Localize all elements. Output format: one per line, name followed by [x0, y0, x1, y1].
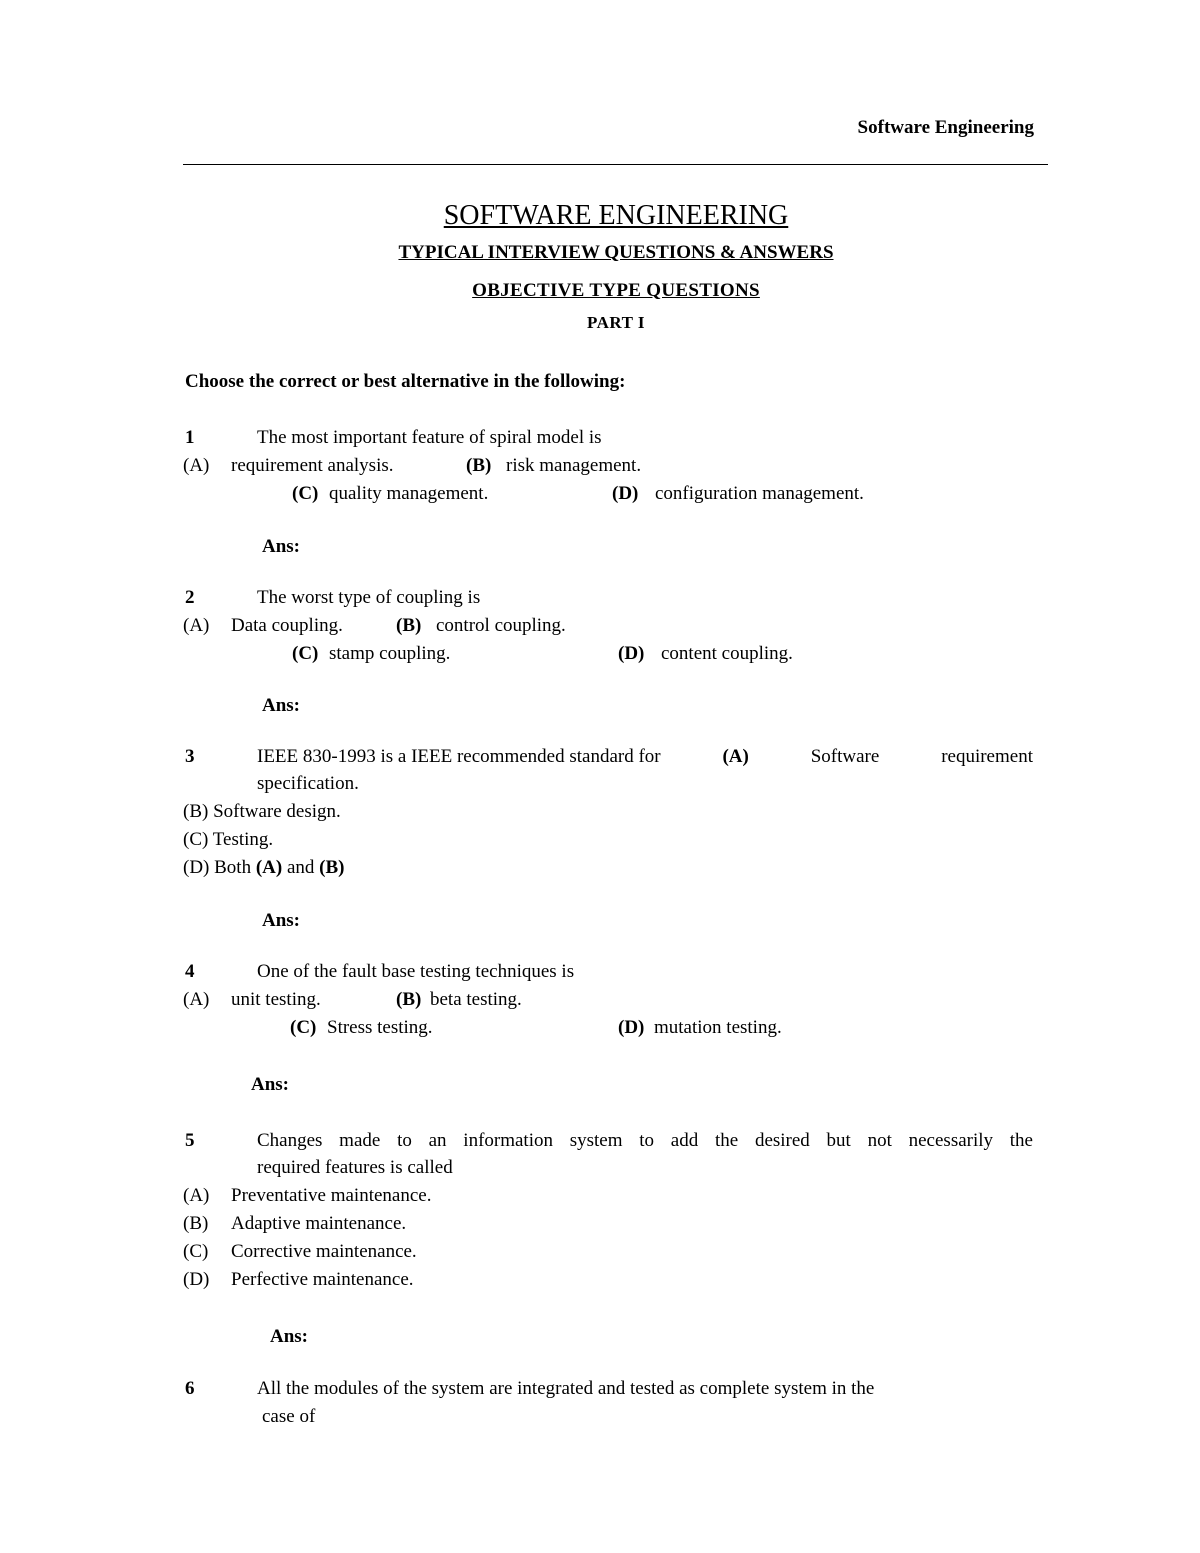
q3-option-b: (B) Software design.	[183, 801, 341, 822]
q5-option-c-label: (C)	[183, 1241, 209, 1262]
q3-option-d-prefix: (D) Both	[183, 857, 252, 878]
q2-option-d: content coupling.	[661, 643, 793, 664]
q5-option-a: Preventative maintenance.	[231, 1185, 432, 1206]
q1-option-d-label: (D)	[612, 483, 639, 504]
q1-option-c: quality management.	[329, 483, 489, 504]
q4-option-c: Stress testing.	[327, 1017, 433, 1038]
q5-text-line1: Changes made to an information system to add the desired but not necessarily the	[257, 1130, 1033, 1151]
q2-answer-label: Ans:	[262, 695, 301, 716]
q4-option-b-label: (B)	[396, 989, 422, 1010]
q4-option-a-label: (A)	[183, 989, 210, 1010]
q4-option-b: beta testing.	[430, 989, 522, 1010]
q2-option-b-label: (B)	[396, 615, 422, 636]
q3-option-a-word2: requirement	[941, 746, 1033, 767]
q1-answer-label: Ans:	[262, 536, 301, 557]
q3-text-line1	[257, 745, 1033, 769]
q1-option-b-label: (B)	[466, 455, 492, 476]
q6-text-line2: case of	[262, 1406, 316, 1427]
document-subtitle: TYPICAL INTERVIEW QUESTIONS & ANSWERS	[398, 242, 834, 263]
q5-number: 5	[185, 1130, 195, 1151]
q3-text: IEEE 830-1993 is a IEEE recommended standard for	[257, 746, 661, 767]
q3-option-d-and: and	[286, 857, 315, 878]
q2-option-a-label: (A)	[183, 615, 210, 636]
q6-text-line1: All the modules of the system are integrated and tested as complete system in the	[257, 1378, 875, 1399]
q2-option-b: control coupling.	[436, 615, 566, 636]
q1-option-d: configuration management.	[655, 483, 864, 504]
part-heading: PART I	[587, 313, 645, 332]
document-title: SOFTWARE ENGINEERING	[443, 200, 789, 231]
q2-option-a: Data coupling.	[231, 615, 343, 636]
q3-option-a-continued: specification.	[257, 773, 359, 794]
q3-option-d-ref-b: (B)	[319, 857, 345, 878]
q5-option-a-label: (A)	[183, 1185, 210, 1206]
q3-option-a-word1: Software	[810, 746, 880, 767]
q5-option-b: Adaptive maintenance.	[231, 1213, 407, 1234]
q1-option-c-label: (C)	[292, 483, 319, 504]
q2-text: The worst type of coupling is	[257, 587, 481, 608]
q1-text: The most important feature of spiral model is	[257, 427, 602, 448]
q3-number: 3	[185, 746, 195, 767]
q2-option-d-label: (D)	[618, 643, 645, 664]
q4-option-d: mutation testing.	[654, 1017, 782, 1038]
q4-number: 4	[185, 961, 195, 982]
q5-answer-label: Ans:	[270, 1326, 309, 1347]
q1-option-b: risk management.	[506, 455, 642, 476]
q5-text-line2: required features is called	[257, 1157, 453, 1178]
instruction: Choose the correct or best alternative in the following:	[185, 371, 626, 392]
q2-option-c: stamp coupling.	[329, 643, 451, 664]
q5-option-d-label: (D)	[183, 1269, 210, 1290]
q6-number: 6	[185, 1378, 195, 1399]
q3-option-a-label: (A)	[722, 746, 749, 767]
q3-option-d-ref-a: (A)	[255, 857, 283, 878]
q2-option-c-label: (C)	[292, 643, 319, 664]
q5-option-c: Corrective maintenance.	[231, 1241, 417, 1262]
running-header: Software Engineering	[857, 117, 1034, 138]
q1-option-a-label: (A)	[183, 455, 210, 476]
q5-option-b-label: (B)	[183, 1213, 209, 1234]
header-rule	[183, 164, 1048, 165]
q4-answer-label: Ans:	[251, 1074, 290, 1095]
q1-number: 1	[185, 427, 195, 448]
section-heading: OBJECTIVE TYPE QUESTIONS	[472, 280, 760, 301]
q3-option-d	[183, 856, 344, 880]
q3-option-c: (C) Testing.	[183, 829, 274, 850]
q1-option-a: requirement analysis.	[231, 455, 394, 476]
q4-option-c-label: (C)	[290, 1017, 317, 1038]
q3-answer-label: Ans:	[262, 910, 301, 931]
q5-option-d: Perfective maintenance.	[231, 1269, 414, 1290]
q4-text: One of the fault base testing techniques is	[257, 961, 575, 982]
q2-number: 2	[185, 587, 195, 608]
q4-option-a: unit testing.	[231, 989, 321, 1010]
q4-option-d-label: (D)	[618, 1017, 645, 1038]
